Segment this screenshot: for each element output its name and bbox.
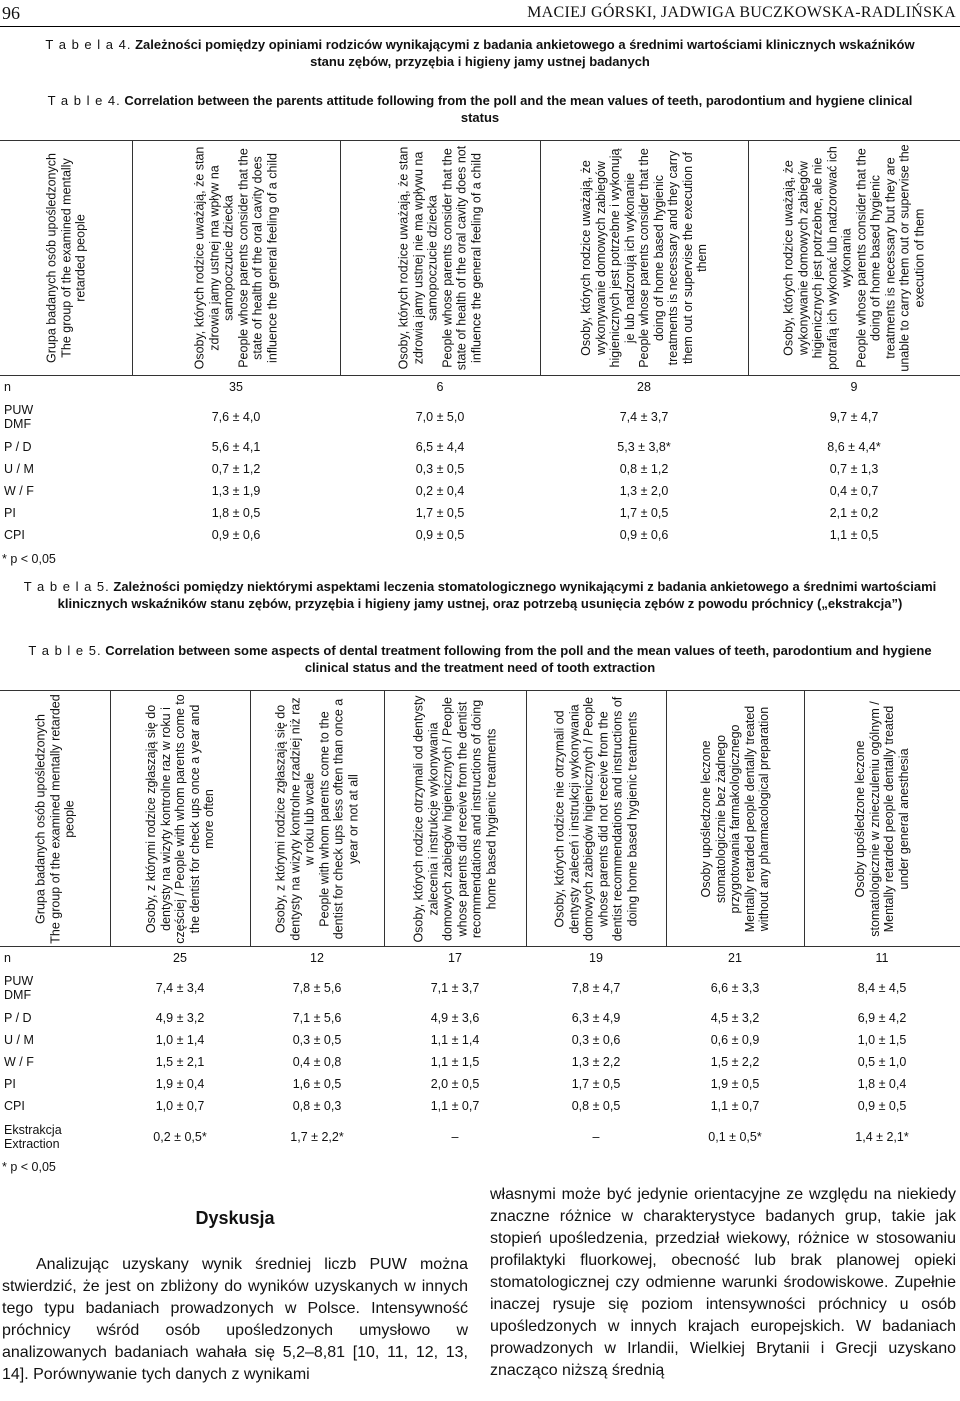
table4-cell: 28: [637, 379, 651, 394]
table5-col-header-6-text: Osoby upośledzone leczone stomatologicznie w znieczuleniu ogólnym / Mentally retarded people dentally treated under general anesthesia: [853, 700, 911, 937]
table5-cell: 0,3 ± 0,6: [571, 1032, 621, 1047]
table5-cell: 7,1 ± 5,6: [292, 1010, 342, 1025]
table5-label-en: T a b l e 5.: [28, 643, 102, 658]
table5-title-en: Correlation between some aspects of dental treatment following from the poll and the mean values of teeth, parodontium and hygiene clinical status and the treatment need of tooth extraction: [105, 643, 932, 675]
table4-cell: 6: [436, 379, 444, 394]
table4-cell: 0,7 ± 1,3: [829, 461, 879, 476]
table5-cell: 4,9 ± 3,6: [430, 1010, 480, 1025]
table4-row: [0, 524, 960, 546]
table4-col-header-2-text: Osoby, których rodzice uważają, że stan zdrowia jamy ustnej nie ma wpływu na samopoczucie dziecka People whose parents consider that the state of health of the oral cavity does not influence the general feeling of a child: [396, 145, 483, 371]
table5-cell: 0,4 ± 0,8: [292, 1054, 342, 1069]
table4: [0, 140, 960, 546]
table4-row: [0, 376, 960, 398]
table4-cell: 0,8 ± 1,2: [619, 461, 669, 476]
table5-cell: 0,1 ± 0,5*: [708, 1129, 762, 1144]
table4-cell: 1,3 ± 1,9: [211, 483, 261, 498]
table5-row-label: W / F: [4, 1054, 34, 1069]
table5-row: [0, 1095, 960, 1117]
table4-header-row: [0, 141, 960, 376]
page-header: [0, 0, 960, 27]
table4-title-en: Correlation between the parents attitude following from the poll and the mean values of teeth, parodontium and hygiene clinical status: [124, 93, 913, 125]
discussion-right-column: własnymi może być jedynie orientacyjne ze względu na niekiedy znaczne różnice w charakterystyce badanych grup, takie jak stopień upośledzenia, przedział wiekowy, różnice w stosowaniu profilaktyki fluorkowej, obecność lub brak planowej opieki stomatologicznej czy odmienne warunki środowiskowe. Zupełnie inaczej rysuje się poziom intensywności próchnicy u osób upośledzonych w innych krajach europejskich. W badaniach prowadzonych w Irlandii, Wielkiej Brytanii i Grecji uzyskano znacząco niższą średnią: [490, 1186, 956, 1379]
table4-row-label: n: [4, 379, 11, 394]
table5-label-pl: T a b e l a 5.: [23, 579, 110, 594]
table5-cell: 11: [875, 950, 889, 965]
table5-col-header-1-text: Osoby, z którymi rodzice zgłaszają się do dentysty na wizyty kontrolne raz w roku i częściej / People with whom parents come to the dentist for check ups once a year and more often: [143, 693, 216, 944]
table4-cell: 0,9 ± 0,5: [415, 527, 465, 542]
table4-group-header-text: Grupa badanych osób upośledzonych The group of the examined mentally retarded people: [44, 153, 87, 363]
table5-row: [0, 1117, 960, 1157]
table4-row-label: W / F: [4, 483, 34, 498]
table5-row-label: Ekstrakcja Extraction: [4, 1122, 62, 1151]
table5-cell: 1,0 ± 1,4: [155, 1032, 205, 1047]
table5-cell: 1,9 ± 0,4: [155, 1076, 205, 1091]
table4-cell: 35: [229, 379, 243, 394]
table5-group-header: [0, 691, 110, 947]
table5-cell: 1,9 ± 0,5: [710, 1076, 760, 1091]
table4-row: [0, 436, 960, 458]
table5-cell: 1,1 ± 1,5: [430, 1054, 480, 1069]
table4-footnote: * p < 0,05: [2, 552, 56, 566]
table4-cell: 8,6 ± 4,4*: [827, 439, 881, 454]
table4-col-header-1-text: Osoby, których rodzice uważają, że stan zdrowia jamy ustnej ma wpływ na samopoczucie dziecka People whose parents consider that the state of health of the oral cavity does influence the general feeling of a child: [192, 146, 279, 370]
table5-cell: 6,6 ± 3,3: [710, 980, 760, 995]
table4-col-header-3-text: Osoby, których rodzice uważają, że wykonywanie domowych zabiegów higienicznych jest potrzebne i wykonują je lub nadzorują ich wykonanie People whose parents consider that the doing of home based hygienic treatments is necessary and they carry them out or supervise the execution of them: [578, 148, 709, 368]
table5-row-label: P / D: [4, 1010, 32, 1025]
table4-row: [0, 480, 960, 502]
table5-col-header-5: [666, 691, 804, 947]
table4-cell: 9: [850, 379, 858, 394]
page-number: 96: [2, 3, 20, 23]
table5-cell: 1,1 ± 1,4: [430, 1032, 480, 1047]
table5-footnote: * p < 0,05: [2, 1160, 56, 1174]
table5-cell: 0,6 ± 0,9: [710, 1032, 760, 1047]
table5-cell: 1,4 ± 2,1*: [855, 1129, 909, 1144]
table4-row-label: P / D: [4, 439, 32, 454]
table5-cell: 1,6 ± 0,5: [292, 1076, 342, 1091]
table5-cell: 21: [728, 950, 742, 965]
table4-label-pl: T a b e l a 4.: [45, 37, 132, 52]
table4-caption-en: [0, 92, 960, 126]
table5-cell: 1,0 ± 0,7: [155, 1098, 205, 1113]
table5-cell: 8,4 ± 4,5: [857, 980, 907, 995]
table4-cell: 5,6 ± 4,1: [211, 439, 261, 454]
table5-caption-pl: [0, 578, 960, 612]
table5-cell: 19: [589, 950, 603, 965]
table5-row-label: n: [4, 950, 11, 965]
table5-row: [0, 1007, 960, 1029]
table5-cell: 0,9 ± 0,5: [857, 1098, 907, 1113]
table4-row-label: PUW DMF: [4, 402, 34, 431]
table5-cell: 0,3 ± 0,5: [292, 1032, 342, 1047]
table4-row: [0, 458, 960, 480]
table5-cell: –: [451, 1129, 459, 1144]
table5-cell: 0,2 ± 0,5*: [153, 1129, 207, 1144]
table5-col-header-1: [110, 691, 250, 947]
table5-cell: 0,8 ± 0,3: [292, 1098, 342, 1113]
table4-row-label: CPI: [4, 527, 25, 542]
table4-cell: 7,6 ± 4,0: [211, 409, 261, 424]
table5-row: [0, 1051, 960, 1073]
table4-cell: 0,9 ± 0,6: [619, 527, 669, 542]
table5-row: [0, 1029, 960, 1051]
table4-cell: 5,3 ± 3,8*: [617, 439, 671, 454]
table4-row: [0, 398, 960, 436]
table4-cell: 1,7 ± 0,5: [619, 505, 669, 520]
table5-row-label: U / M: [4, 1032, 34, 1047]
table5-col-header-4-text: Osoby, których rodzice nie otrzymali od dentysty zaleceń i instrukcji wykonywania domowych zabiegów higienicznych / People whose parents did not receive from the dentist recommendations and instructions of doing home based hygienic treatments: [552, 696, 639, 941]
table5-row: [0, 947, 960, 969]
running-authors: MACIEJ GÓRSKI, JADWIGA BUCZKOWSKA-RADLIŃSKA: [527, 4, 956, 21]
table4-group-header: [0, 141, 132, 376]
table5-cell: –: [592, 1129, 600, 1144]
table5-col-header-2: [250, 691, 384, 947]
table5-cell: 1,1 ± 0,7: [430, 1098, 480, 1113]
table4-label-en: T a b l e 4.: [47, 93, 121, 108]
table5-cell: 0,5 ± 1,0: [857, 1054, 907, 1069]
table4-cell: 7,0 ± 5,0: [415, 409, 465, 424]
table5-cell: 1,5 ± 2,2: [710, 1054, 760, 1069]
table5-cell: 7,1 ± 3,7: [430, 980, 480, 995]
discussion-heading: Dyskusja: [195, 1208, 275, 1228]
table5-cell: 17: [448, 950, 462, 965]
table4-cell: 1,1 ± 0,5: [829, 527, 879, 542]
table4-row: [0, 502, 960, 524]
table5-row: [0, 969, 960, 1007]
table4-cell: 7,4 ± 3,7: [619, 409, 669, 424]
discussion-left-column: Analizując uzyskany wynik średniej liczb PUW można stwierdzić, że jest on zbliżony do wyników uzyskanych w innych tego typu badaniach prowadzonych w Polsce. Intensywność próchnicy wśród osób upośledzonych umysłowo w analizowanych badaniach wahała się 5,2–8,81 [10, 11, 12, 13, 14]. Porównywanie tych danych z wynikami: [2, 1256, 468, 1383]
table5-cell: 1,7 ± 2,2*: [290, 1129, 344, 1144]
table4-cell: 6,5 ± 4,4: [415, 439, 465, 454]
table4-row-label: U / M: [4, 461, 34, 476]
table4-cell: 9,7 ± 4,7: [829, 409, 879, 424]
table5-cell: 1,5 ± 2,1: [155, 1054, 205, 1069]
table5-group-header-text: Grupa badanych osób upośledzonych The group of the examined mentally retarded people: [33, 693, 76, 944]
table5-title-pl: Zależności pomiędzy niektórymi aspektami leczenia stomatologicznego wynikającymi z badania ankietowego a średnimi wartościami klinicznych wskaźników stanu zębów, przyzębia i higieny jamy ustnej, oraz potrzebą usunięcia zębów z powodu próchnicy („ekstrakcja”): [57, 579, 937, 611]
table5-cell: 2,0 ± 0,5: [430, 1076, 480, 1091]
table5-cell: 1,1 ± 0,7: [710, 1098, 760, 1113]
table5-cell: 1,0 ± 1,5: [857, 1032, 907, 1047]
table5-caption-en: [0, 642, 960, 676]
table5-cell: 7,8 ± 4,7: [571, 980, 621, 995]
table4-cell: 2,1 ± 0,2: [829, 505, 879, 520]
table5-col-header-3: [384, 691, 526, 947]
table5-col-header-6: [804, 691, 960, 947]
table5-cell: 6,9 ± 4,2: [857, 1010, 907, 1025]
table4-title-pl: Zależności pomiędzy opiniami rodziców wynikającymi z badania ankietowego a średnimi wartościami klinicznych wskaźników stanu zębów, przyzębia i higieny jamy ustnej badanych: [135, 37, 915, 69]
table5-cell: 6,3 ± 4,9: [571, 1010, 621, 1025]
table4-caption-pl: [0, 36, 960, 70]
table4-cell: 1,7 ± 0,5: [415, 505, 465, 520]
table4-col-header-1: [132, 141, 340, 376]
table5-cell: 4,5 ± 3,2: [710, 1010, 760, 1025]
table5-row: [0, 1073, 960, 1095]
table5: [0, 690, 960, 1157]
table4-cell: 0,2 ± 0,4: [415, 483, 465, 498]
table4-col-header-4-text: Osoby, których rodzice uważają, że wykonywanie domowych zabiegów higienicznych jest potrzebne, ale nie potrafią ich wykonać lub nadzorować ich wykonania People whose parents consider that the doing of home based hygienic treatments is necessary but they are unable to carry them out or supervise the execution of them: [781, 144, 927, 372]
table5-cell: 25: [173, 950, 187, 965]
table5-row-label: CPI: [4, 1098, 25, 1113]
table4-cell: 1,8 ± 0,5: [211, 505, 261, 520]
table5-row-label: PUW DMF: [4, 973, 34, 1002]
table5-cell: 4,9 ± 3,2: [155, 1010, 205, 1025]
table4-cell: 1,3 ± 2,0: [619, 483, 669, 498]
table5-cell: 0,8 ± 0,5: [571, 1098, 621, 1113]
table4-col-header-2: [340, 141, 540, 376]
table5-header-row: [0, 691, 960, 947]
table5-cell: 1,3 ± 2,2: [571, 1054, 621, 1069]
table5-cell: 7,8 ± 5,6: [292, 980, 342, 995]
table4-cell: 0,9 ± 0,6: [211, 527, 261, 542]
table5-cell: 7,4 ± 3,4: [155, 980, 205, 995]
table5-cell: 12: [310, 950, 324, 965]
table5-cell: 1,7 ± 0,5: [571, 1076, 621, 1091]
table5-col-header-5-text: Osoby upośledzone leczone stomatologicznie bez żadnego przygotowania farmakologicznego Mentally retarded people dentally treated without any pharmacological preparation: [698, 705, 771, 932]
table4-col-header-3: [540, 141, 748, 376]
table5-col-header-3-text: Osoby, których rodzice otrzymali od dentysty zalecenia i instrukcje wykonywania domowych zabiegów higienicznych / People whose parents did receive from the dentist recommendations and instructions of doing home based hygienic treatments: [411, 694, 498, 943]
table4-col-header-4: [748, 141, 960, 376]
table5-col-header-4: [526, 691, 666, 947]
table4-cell: 0,4 ± 0,7: [829, 483, 879, 498]
table4-cell: 0,3 ± 0,5: [415, 461, 465, 476]
table5-cell: 1,8 ± 0,4: [857, 1076, 907, 1091]
table4-cell: 0,7 ± 1,2: [211, 461, 261, 476]
table5-col-header-2-text: Osoby, z którymi rodzice zgłaszają się do dentysty na wizyty kontrolne rzadziej niż raz w roku lub wcale People with whom parents come to the dentist for check ups less often than once a year or not at all: [273, 696, 360, 941]
table4-row-label: PI: [4, 505, 16, 520]
table5-row-label: PI: [4, 1076, 16, 1091]
